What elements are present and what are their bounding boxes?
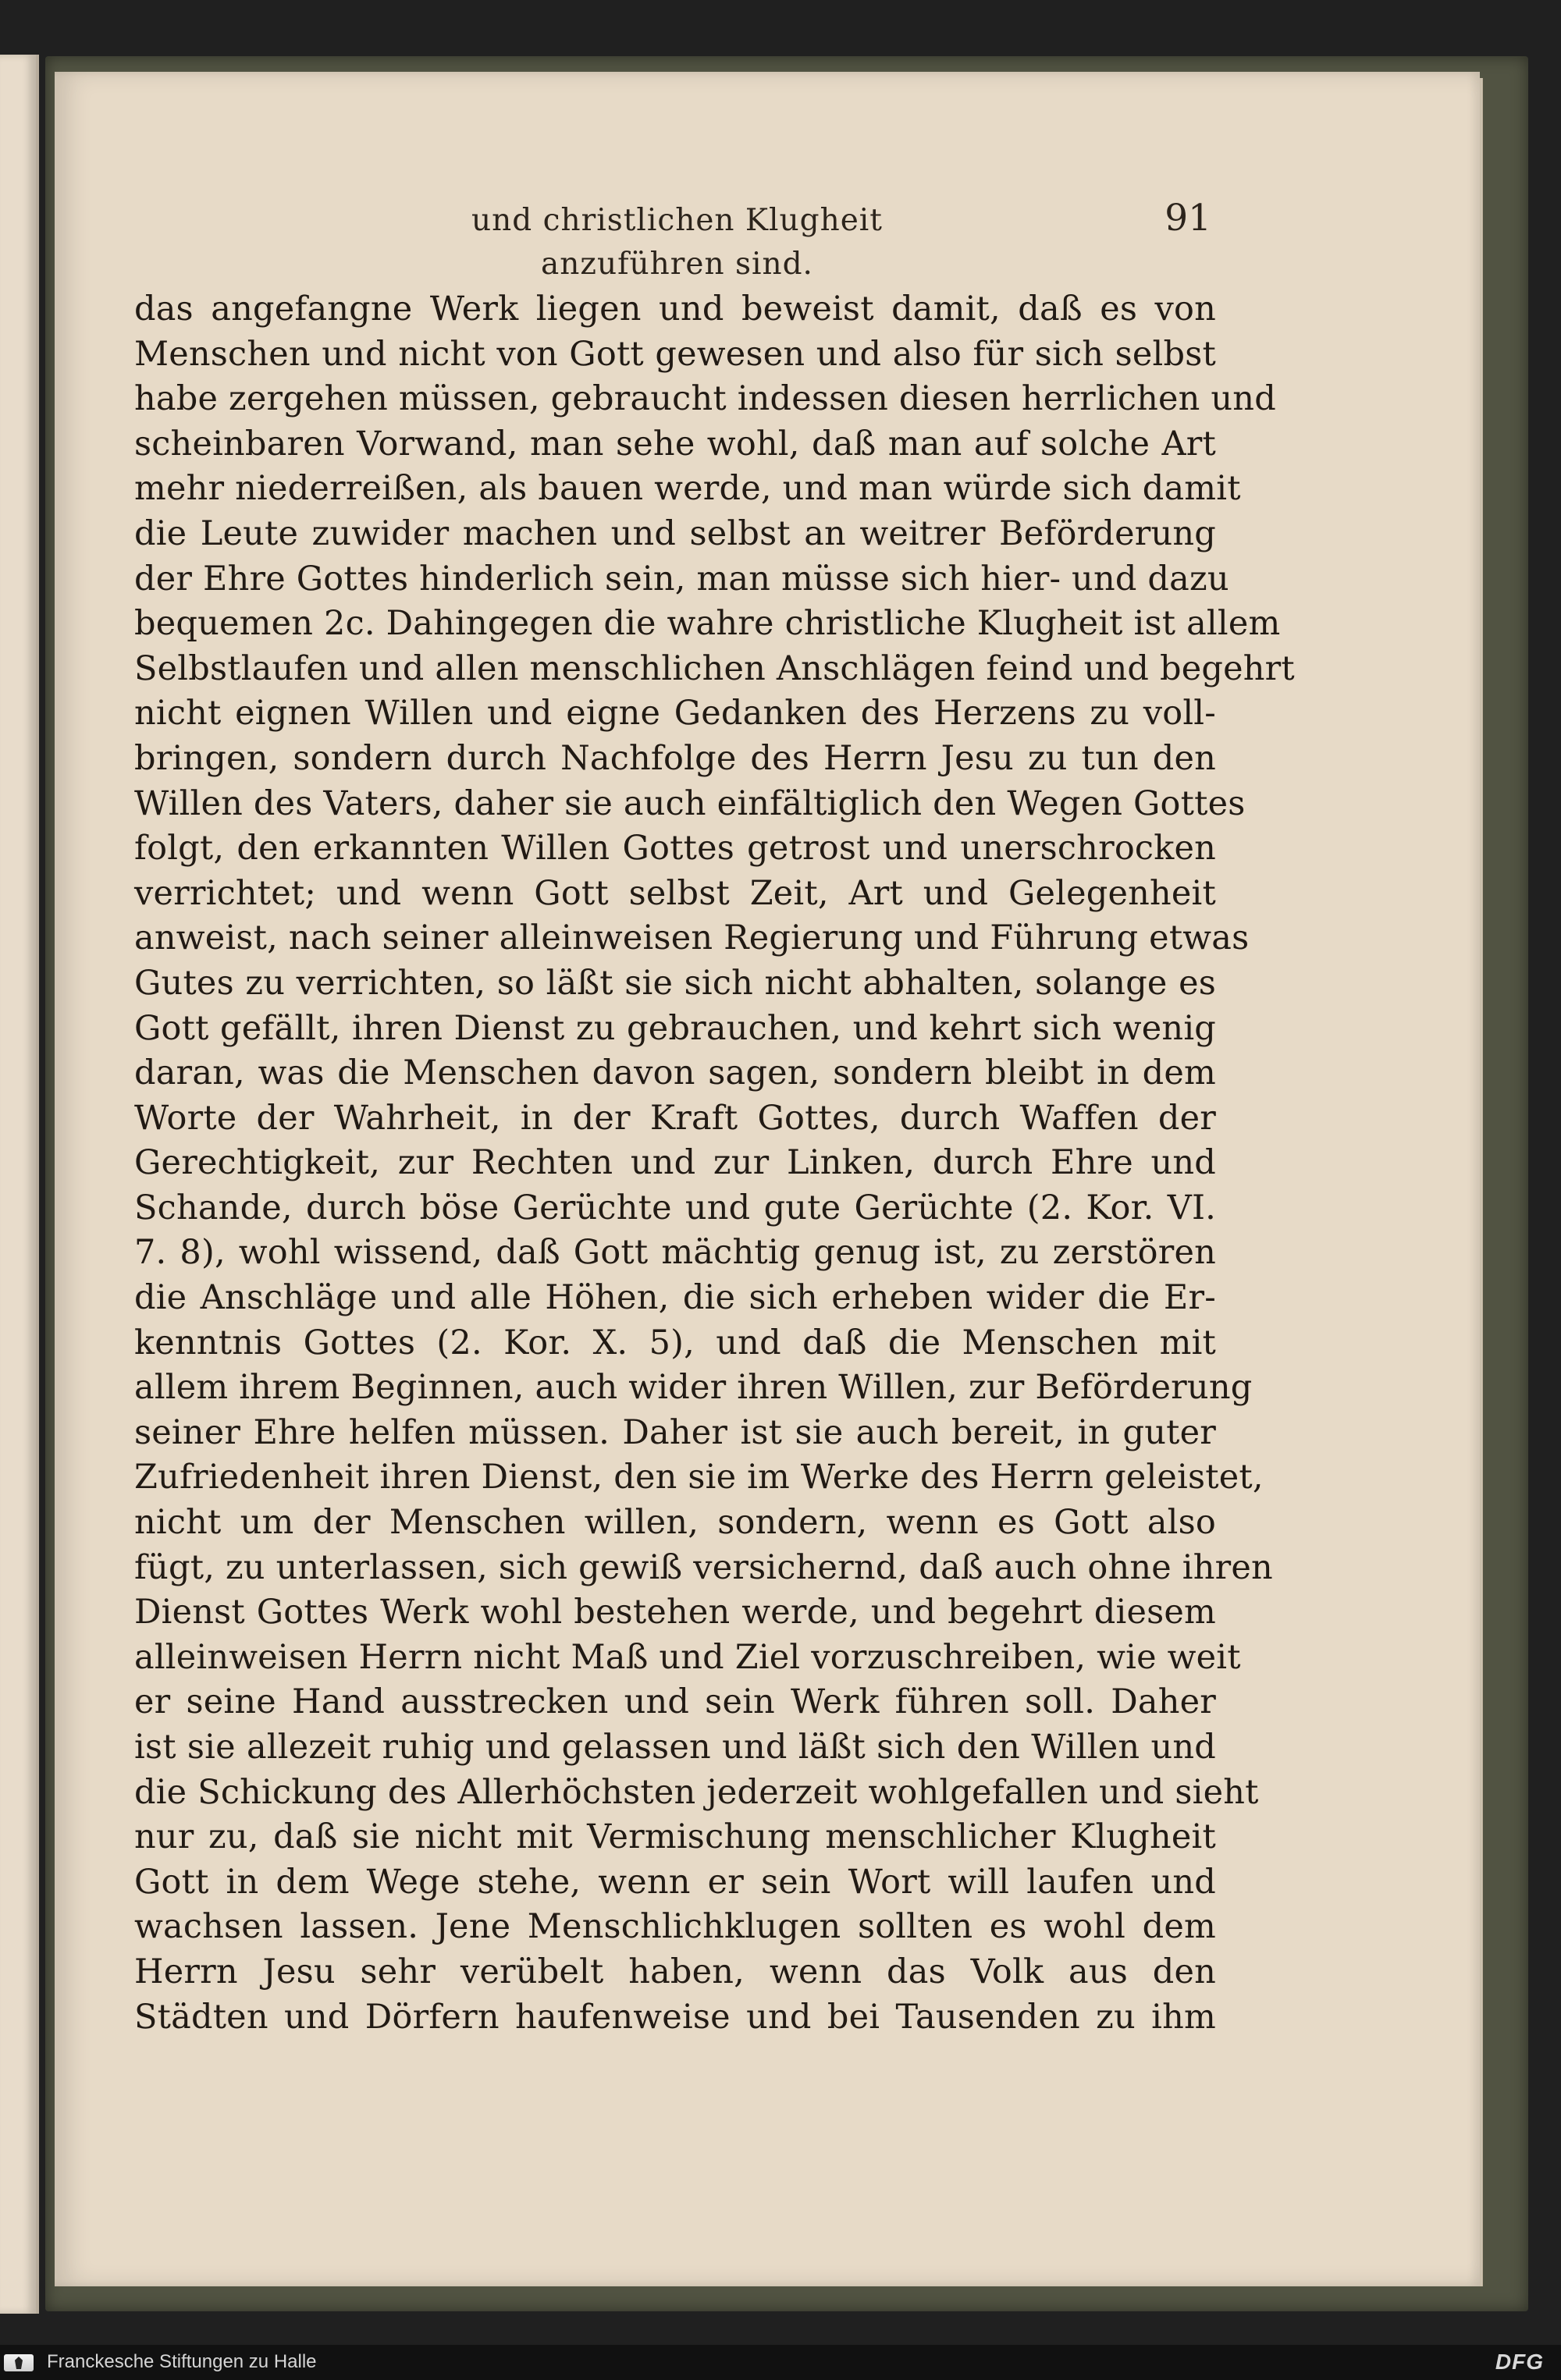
running-head: und christlichen Klugheit anzuführen sind. bbox=[471, 203, 883, 282]
text-line: die Schickung des Allerhöchsten jederzeit wohlgefallen und sieht bbox=[134, 1772, 1259, 1812]
text-line: nicht um der Menschen willen, sondern, wenn es Gott also bbox=[134, 1503, 1216, 1543]
text-line: Menschen und nicht von Gott gewesen und also für sich selbst bbox=[134, 334, 1216, 374]
text-line: wachsen lassen. Jene Menschlichklugen sollten es wohl dem bbox=[134, 1907, 1216, 1947]
source-label: Franckesche Stiftungen zu Halle bbox=[47, 2351, 317, 2372]
body-text bbox=[134, 287, 1295, 2040]
text-line: Gutes zu verrichten, so läßt sie sich nicht abhalten, solange es bbox=[134, 963, 1216, 1003]
text-line: Selbstlaufen und allen menschlichen Anschlägen feind und begehrt bbox=[134, 648, 1295, 688]
text-line: die Leute zuwider machen und selbst an weitrer Beförderung bbox=[134, 513, 1216, 553]
text-line: Willen des Vaters, daher sie auch einfältiglich den Wegen Gottes bbox=[134, 783, 1246, 823]
dfg-label: DFG bbox=[1495, 2350, 1544, 2374]
text-line: er seine Hand ausstrecken und sein Werk führen soll. Daher bbox=[134, 1682, 1216, 1722]
library-logo-icon bbox=[4, 2354, 34, 2371]
text-line: Gott in dem Wege stehe, wenn er sein Wort will laufen und bbox=[134, 1862, 1216, 1902]
text-line: fügt, zu unterlassen, sich gewiß versichernd, daß auch ohne ihren bbox=[134, 1547, 1273, 1587]
text-line: scheinbaren Vorwand, man sehe wohl, daß man auf solche Art bbox=[134, 424, 1216, 464]
text-line: mehr niederreißen, als bauen werde, und man würde sich damit bbox=[134, 469, 1241, 509]
text-line: Worte der Wahrheit, in der Kraft Gottes, durch Waffen der bbox=[134, 1098, 1216, 1138]
text-line: folgt, den erkannten Willen Gottes getrost und unerschrocken bbox=[134, 829, 1216, 869]
text-line: allem ihrem Beginnen, auch wider ihren Willen, zur Beförderung bbox=[134, 1368, 1253, 1408]
text-line: verrichtet; und wenn Gott selbst Zeit, Art und Gelegenheit bbox=[134, 873, 1216, 913]
text-line: bequemen 2c. Dahingegen die wahre christliche Klugheit ist allem bbox=[134, 604, 1281, 644]
text-line: Herrn Jesu sehr verübelt haben, wenn das Volk aus den bbox=[134, 1952, 1216, 1991]
text-line: bringen, sondern durch Nachfolge des Herrn Jesu zu tun den bbox=[134, 738, 1216, 778]
text-line: seiner Ehre helfen müssen. Daher ist sie auch bereit, in guter bbox=[134, 1412, 1216, 1452]
text-line: Dienst Gottes Werk wohl bestehen werde, und begehrt diesem bbox=[134, 1593, 1216, 1632]
text-line: Städten und Dörfern haufenweise und bei Tausenden zu ihm bbox=[134, 1997, 1216, 2037]
text-line: der Ehre Gottes hinderlich sein, man müsse sich hier- und dazu bbox=[134, 559, 1229, 599]
text-line: Zufriedenheit ihren Dienst, den sie im Werke des Herrn geleistet, bbox=[134, 1458, 1264, 1497]
text-line: Gerechtigkeit, zur Rechten und zur Linken, durch Ehre und bbox=[134, 1143, 1216, 1183]
page-number: 91 bbox=[1165, 197, 1211, 240]
footer-bar bbox=[0, 2345, 1561, 2380]
text-line: ist sie allezeit ruhig und gelassen und läßt sich den Willen und bbox=[134, 1728, 1216, 1767]
text-line: habe zergehen müssen, gebraucht indessen diesen herrlichen und bbox=[134, 379, 1276, 419]
text-line: alleinweisen Herrn nicht Maß und Ziel vorzuschreiben, wie weit bbox=[134, 1637, 1241, 1677]
text-line: Schande, durch böse Gerüchte und gute Gerüchte (2. Kor. VI. bbox=[134, 1188, 1216, 1227]
text-line: nur zu, daß sie nicht mit Vermischung menschlicher Klugheit bbox=[134, 1817, 1216, 1857]
text-line: daran, was die Menschen davon sagen, sondern bleibt in dem bbox=[134, 1053, 1216, 1093]
text-line: das angefangne Werk liegen und beweist damit, daß es von bbox=[134, 290, 1216, 329]
text-line: kenntnis Gottes (2. Kor. X. 5), und daß die Menschen mit bbox=[134, 1323, 1216, 1362]
text-line: anweist, nach seiner alleinweisen Regierung und Führung etwas bbox=[134, 918, 1250, 958]
text-line: Gott gefällt, ihren Dienst zu gebrauchen, und kehrt sich wenig bbox=[134, 1008, 1216, 1048]
text-line: die Anschläge und alle Höhen, die sich erheben wider die Er- bbox=[134, 1278, 1216, 1318]
text-line: 7. 8), wohl wissend, daß Gott mächtig genug ist, zu zerstören bbox=[134, 1233, 1216, 1273]
text-line: nicht eignen Willen und eigne Gedanken des Herzens zu voll- bbox=[134, 694, 1216, 734]
left-page-edge bbox=[0, 55, 39, 2314]
